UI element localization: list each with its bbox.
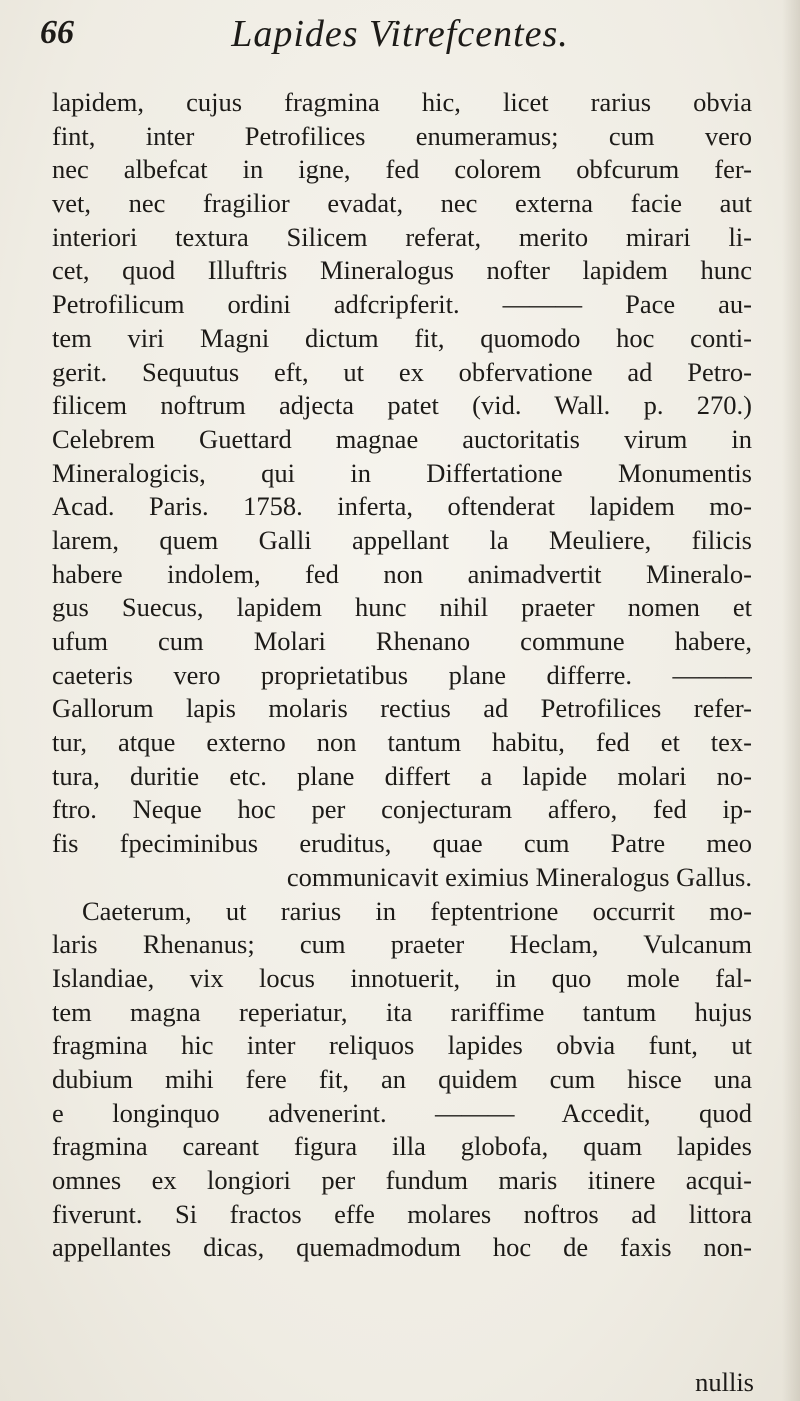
- text-line: larem, quem Galli appellant la Meuliere, filicis: [52, 524, 752, 555]
- text-line: tura, duritie etc. plane differt a lapide molari no-: [52, 760, 752, 791]
- catchword: nullis: [695, 1367, 754, 1397]
- text-line: Celebrem Guettard magnae auctoritatis virum in: [52, 423, 752, 454]
- text-line: Caeterum, ut rarius in feptentrione occurrit mo-: [82, 895, 752, 926]
- text-line: Acad. Paris. 1758. inferta, oftenderat lapidem mo-: [52, 491, 752, 522]
- text-line: Gallorum lapis molaris rectius ad Petrofilices refer-: [52, 693, 752, 724]
- text-line: gus Suecus, lapidem hunc nihil praeter nomen et: [52, 592, 752, 623]
- text-line: tur, atque externo non tantum habitu, fed et tex-: [52, 727, 752, 758]
- page-number: 66: [40, 14, 74, 51]
- page-header: [0, 10, 800, 70]
- text-line: appellantes dicas, quemadmodum hoc de faxis non-: [52, 1232, 752, 1263]
- text-line: e longinquo advenerint. ——— Accedit, quod: [52, 1097, 752, 1128]
- text-line: vet, nec fragilior evadat, nec externa facie aut: [52, 188, 752, 219]
- page-edge-shadow: [782, 0, 800, 1401]
- text-line: ftro. Neque hoc per conjecturam affero, fed ip-: [52, 794, 752, 825]
- text-line: Islandiae, vix locus innotuerit, in quo mole fal-: [52, 962, 752, 993]
- body-text: [52, 86, 752, 1265]
- text-line: Mineralogicis, qui in Differtatione Monumentis: [52, 457, 752, 488]
- text-line: gerit. Sequutus eft, ut ex obfervatione ad Petro-: [52, 356, 752, 387]
- text-line: Petrofilicum ordini adfcripferit. ——— Pace au-: [52, 289, 752, 320]
- text-line: lapidem, cujus fragmina hic, licet rarius obvia: [52, 87, 752, 117]
- text-line: filicem noftrum adjecta patet (vid. Wall. p. 270.): [52, 390, 752, 421]
- text-line: communicavit eximius Mineralogus Gallus.: [286, 861, 752, 892]
- text-line: fragmina hic inter reliquos lapides obvia funt, ut: [52, 1030, 752, 1061]
- text-line: nec albefcat in igne, fed colorem obfcurum fer-: [52, 154, 752, 185]
- text-line: fis fpeciminibus eruditus, quae cum Patre meo: [52, 828, 752, 859]
- text-line: laris Rhenanus; cum praeter Heclam, Vulcanum: [52, 929, 752, 960]
- text-line: tem magna reperiatur, ita rariffime tantum hujus: [52, 996, 752, 1027]
- text-line: fragmina careant figura illa globofa, quam lapides: [52, 1131, 752, 1162]
- text-line: cet, quod Illuftris Mineralogus nofter lapidem hunc: [52, 255, 752, 286]
- text-line: dubium mihi fere fit, an quidem cum hisce una: [52, 1063, 752, 1094]
- text-line: omnes ex longiori per fundum maris itinere acqui-: [52, 1165, 752, 1195]
- text-line: habere indolem, fed non animadvertit Mineralo-: [52, 558, 752, 589]
- text-line: interiori textura Silicem referat, merito mirari li-: [52, 221, 752, 252]
- text-line: fint, inter Petrofilices enumeramus; cum vero: [52, 120, 752, 151]
- text-line: tem viri Magni dictum fit, quomodo hoc conti-: [52, 322, 752, 353]
- running-head: Lapides Vitrefcentes.: [231, 13, 569, 55]
- text-line: fiverunt. Si fractos effe molares noftros ad littora: [52, 1198, 752, 1229]
- text-line: caeteris vero proprietatibus plane differre. ———: [52, 659, 752, 690]
- text-line: ufum cum Molari Rhenano commune habere,: [52, 626, 752, 656]
